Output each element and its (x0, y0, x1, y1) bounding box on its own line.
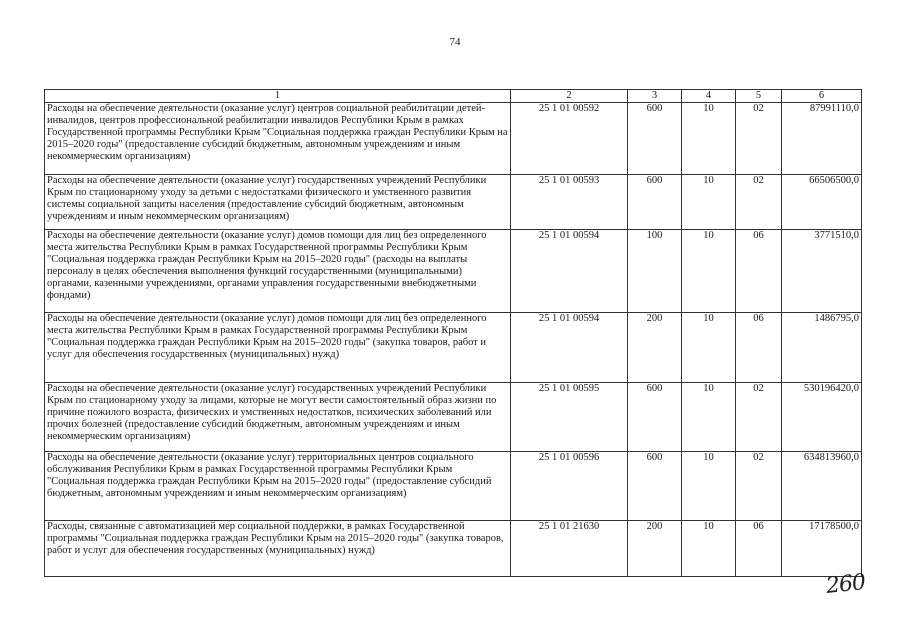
row-code: 25 1 01 00594 (511, 313, 628, 383)
table-row (45, 313, 862, 383)
header-col-4: 4 (682, 90, 736, 103)
row-amount: 3771510,0 (782, 230, 862, 313)
row-col-5: 06 (736, 230, 782, 313)
row-amount: 66506500,0 (782, 175, 862, 230)
row-col-3: 200 (628, 521, 682, 577)
row-amount: 87991110,0 (782, 103, 862, 175)
row-col-4: 10 (682, 452, 736, 521)
header-col-5: 5 (736, 90, 782, 103)
handwritten-page-mark: 260 (824, 570, 867, 599)
row-code: 25 1 01 00595 (511, 383, 628, 452)
table-row (45, 175, 862, 230)
table-row (45, 383, 862, 452)
row-description: Расходы на обеспечение деятельности (оказание услуг) государственных учреждений Республики Крым по стационарному уходу за лицами, которые не могут вести самостоятельный образ жизни по причине пожилого возраста, физических и умственных недостатков, психических заболеваний или прочих болезней (предоставление субсидий бюджетным, автономным учреждениям и иным некоммерческим организациям) (45, 383, 511, 452)
row-col-5: 02 (736, 103, 782, 175)
row-col-4: 10 (682, 230, 736, 313)
row-col-4: 10 (682, 103, 736, 175)
row-col-5: 02 (736, 452, 782, 521)
row-description: Расходы на обеспечение деятельности (оказание услуг) территориальных центров социального обслуживания Республики Крым в рамках Государственной программы Республики Крым "Социальная поддержка граждан Республики Крым на 2015–2020 годы" (предоставление субсидий бюджетным, автономным учреждениям и иным некоммерческим организациям) (45, 452, 511, 521)
row-col-3: 600 (628, 452, 682, 521)
row-col-3: 600 (628, 103, 682, 175)
row-col-3: 200 (628, 313, 682, 383)
page-number: 74 (449, 36, 461, 48)
table-row (45, 521, 862, 577)
row-code: 25 1 01 00596 (511, 452, 628, 521)
row-code: 25 1 01 00593 (511, 175, 628, 230)
header-col-6: 6 (782, 90, 862, 103)
row-amount: 530196420,0 (782, 383, 862, 452)
row-col-5: 02 (736, 175, 782, 230)
row-description: Расходы на обеспечение деятельности (оказание услуг) домов помощи для лиц без определенного места жительства Республики Крым в рамках Государственной программы Республики Крым "Социальная поддержка граждан Республики Крым на 2015–2020 годы" (расходы на выплаты персоналу в целях обеспечения выполнения функций государственными (муниципальными) органами, казенными учреждениями, органами управления государственными внебюджетными фондами) (45, 230, 511, 313)
row-col-3: 600 (628, 383, 682, 452)
row-col-5: 02 (736, 383, 782, 452)
row-amount: 17178500,0 (782, 521, 862, 577)
table-row (45, 230, 862, 313)
row-description: Расходы на обеспечение деятельности (оказание услуг) домов помощи для лиц без определенного места жительства Республики Крым в рамках Государственной программы Республики Крым "Социальная поддержка граждан Республики Крым на 2015–2020 годы" (закупка товаров, работ и услуг для обеспечения государственных (муниципальных) нужд) (45, 313, 511, 383)
row-code: 25 1 01 00594 (511, 230, 628, 313)
row-description: Расходы, связанные с автоматизацией мер социальной поддержки, в рамках Государственной программы "Социальная поддержка граждан Республики Крым на 2015–2020 годы" (закупка товаров, работ и услуг для обеспечения государственных (муниципальных) нужд) (45, 521, 511, 577)
budget-table (44, 89, 862, 577)
row-amount: 1486795,0 (782, 313, 862, 383)
row-col-4: 10 (682, 521, 736, 577)
row-amount: 634813960,0 (782, 452, 862, 521)
row-description: Расходы на обеспечение деятельности (оказание услуг) государственных учреждений Республики Крым по стационарному уходу за детьми с недостатками физического и умственного развития системы социальной защиты населения (предоставление субсидий бюджетным, автономным учреждениям и иным некоммерческим организациям) (45, 175, 511, 230)
table-row (45, 452, 862, 521)
row-code: 25 1 01 21630 (511, 521, 628, 577)
header-col-2: 2 (511, 90, 628, 103)
header-col-3: 3 (628, 90, 682, 103)
table-row (45, 103, 862, 175)
row-col-5: 06 (736, 313, 782, 383)
row-code: 25 1 01 00592 (511, 103, 628, 175)
row-col-3: 100 (628, 230, 682, 313)
row-description: Расходы на обеспечение деятельности (оказание услуг) центров социальной реабилитации детей-инвалидов, центров профессиональной реабилитации инвалидов Республики Крым в рамках Государственной программы Республики Крым "Социальная поддержка граждан Республики Крым на 2015–2020 годы" (предоставление субсидий бюджетным, автономным учреждениям и иным некоммерческим организациям) (45, 103, 511, 175)
row-col-3: 600 (628, 175, 682, 230)
row-col-4: 10 (682, 175, 736, 230)
header-col-1: 1 (45, 90, 511, 103)
row-col-5: 06 (736, 521, 782, 577)
row-col-4: 10 (682, 313, 736, 383)
row-col-4: 10 (682, 383, 736, 452)
table-header-row (45, 90, 862, 103)
